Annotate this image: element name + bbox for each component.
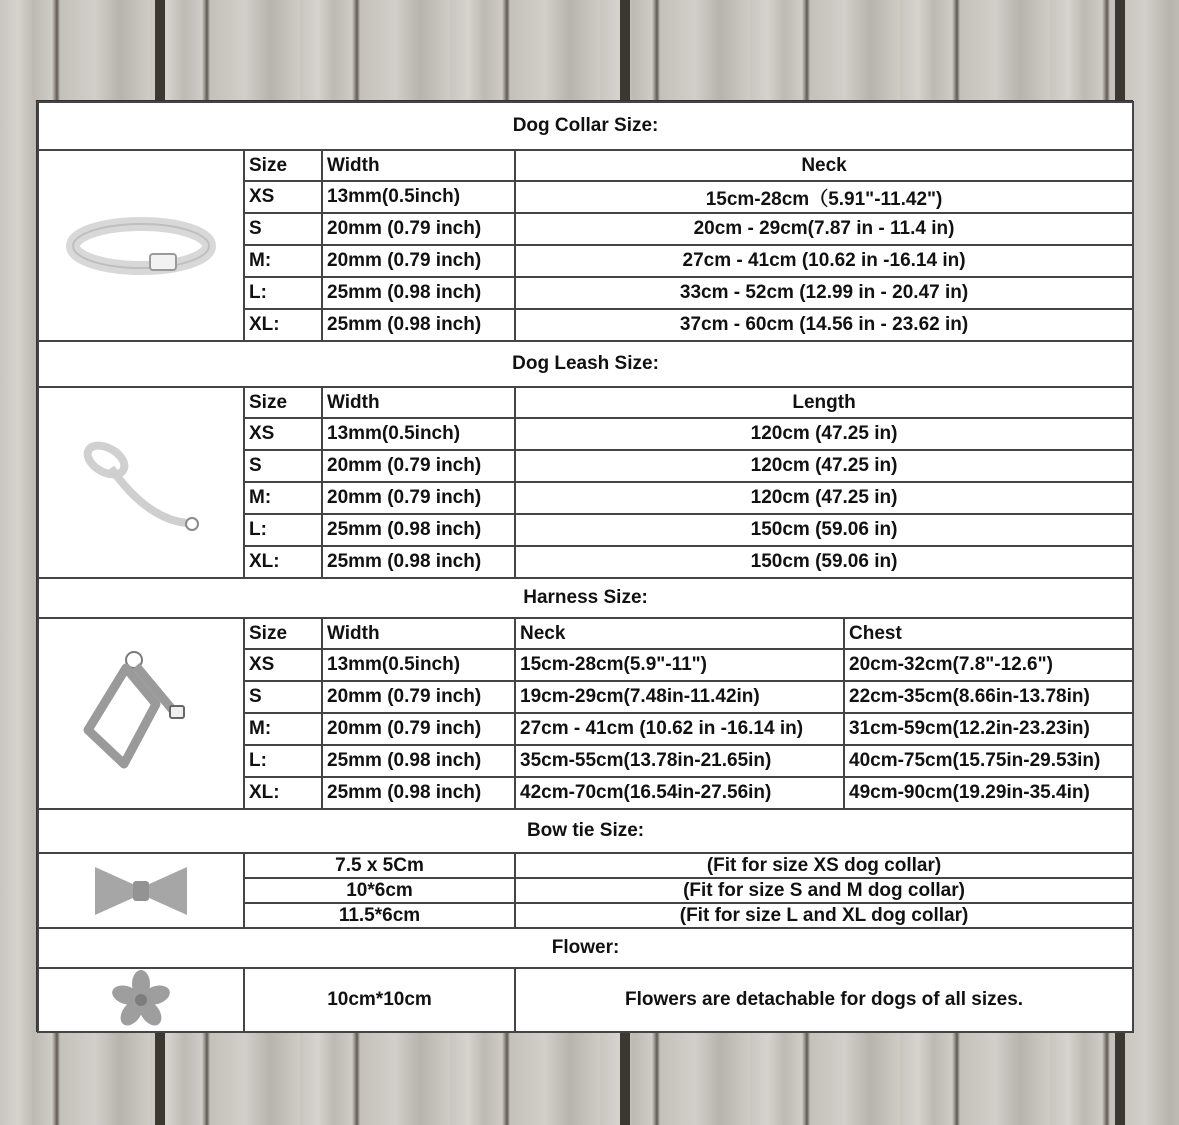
collar-size: M: — [244, 245, 322, 277]
collar-width: 13mm(0.5inch) — [322, 181, 515, 213]
collar-header-neck: Neck — [515, 150, 1133, 181]
leash-size: S — [244, 450, 322, 482]
collar-width: 20mm (0.79 inch) — [322, 213, 515, 245]
collar-width: 25mm (0.98 inch) — [322, 309, 515, 341]
collar-size: XS — [244, 181, 322, 213]
leash-length: 120cm (47.25 in) — [515, 482, 1133, 514]
bowtie-size: 7.5 x 5Cm — [244, 853, 515, 878]
table-row — [38, 968, 1133, 1032]
flower-section-title: Flower: — [38, 928, 1133, 968]
flower-size: 10cm*10cm — [244, 968, 515, 1032]
leash-size: L: — [244, 514, 322, 546]
leash-width: 25mm (0.98 inch) — [322, 514, 515, 546]
harness-size: S — [244, 681, 322, 713]
harness-header-size: Size — [244, 618, 322, 649]
collar-width: 25mm (0.98 inch) — [322, 277, 515, 309]
flower-note: Flowers are detachable for dogs of all sizes. — [515, 968, 1133, 1032]
harness-icon — [66, 644, 216, 784]
harness-width: 13mm(0.5inch) — [322, 649, 515, 681]
harness-width: 25mm (0.98 inch) — [322, 745, 515, 777]
leash-width: 25mm (0.98 inch) — [322, 546, 515, 578]
harness-section-title: Harness Size: — [38, 578, 1133, 618]
bowtie-fit: (Fit for size L and XL dog collar) — [515, 903, 1133, 928]
leash-width: 20mm (0.79 inch) — [322, 482, 515, 514]
harness-chest: 20cm-32cm(7.8"-12.6") — [844, 649, 1133, 681]
collar-neck: 33cm - 52cm (12.99 in - 20.47 in) — [515, 277, 1133, 309]
harness-size: XL: — [244, 777, 322, 809]
bowtie-fit: (Fit for size S and M dog collar) — [515, 878, 1133, 903]
harness-image — [38, 618, 244, 809]
leash-length: 120cm (47.25 in) — [515, 450, 1133, 482]
harness-neck: 15cm-28cm(5.9"-11") — [515, 649, 844, 681]
harness-chest: 31cm-59cm(12.2in-23.23in) — [844, 713, 1133, 745]
leash-length: 120cm (47.25 in) — [515, 418, 1133, 450]
leash-header-length: Length — [515, 387, 1133, 418]
bow-tie-icon — [91, 861, 191, 921]
flower-image — [38, 968, 244, 1032]
leash-size: XS — [244, 418, 322, 450]
bowtie-section-title: Bow tie Size: — [38, 809, 1133, 853]
harness-neck: 42cm-70cm(16.54in-27.56in) — [515, 777, 844, 809]
leash-width: 13mm(0.5inch) — [322, 418, 515, 450]
table-row — [38, 853, 1133, 878]
harness-chest: 22cm-35cm(8.66in-13.78in) — [844, 681, 1133, 713]
leash-section-title: Dog Leash Size: — [38, 341, 1133, 387]
harness-header-width: Width — [322, 618, 515, 649]
harness-header-neck: Neck — [515, 618, 844, 649]
harness-neck: 27cm - 41cm (10.62 in -16.14 in) — [515, 713, 844, 745]
leash-size: XL: — [244, 546, 322, 578]
harness-width: 25mm (0.98 inch) — [322, 777, 515, 809]
leash-size: M: — [244, 482, 322, 514]
bowtie-size: 10*6cm — [244, 878, 515, 903]
collar-neck: 20cm - 29cm(7.87 in - 11.4 in) — [515, 213, 1133, 245]
harness-header-chest: Chest — [844, 618, 1133, 649]
collar-width: 20mm (0.79 inch) — [322, 245, 515, 277]
flower-icon — [101, 970, 181, 1030]
harness-neck: 35cm-55cm(13.78in-21.65in) — [515, 745, 844, 777]
size-chart-sheet — [36, 100, 1133, 1032]
collar-header-width: Width — [322, 150, 515, 181]
harness-size: L: — [244, 745, 322, 777]
collar-neck: 15cm-28cm（5.91"-11.42") — [515, 181, 1133, 213]
leash-image — [38, 387, 244, 578]
bowtie-fit: (Fit for size XS dog collar) — [515, 853, 1133, 878]
bowtie-size: 11.5*6cm — [244, 903, 515, 928]
harness-neck: 19cm-29cm(7.48in-11.42in) — [515, 681, 844, 713]
leash-icon — [66, 428, 216, 538]
harness-chest: 49cm-90cm(19.29in-35.4in) — [844, 777, 1133, 809]
harness-chest: 40cm-75cm(15.75in-29.53in) — [844, 745, 1133, 777]
collar-neck: 37cm - 60cm (14.56 in - 23.62 in) — [515, 309, 1133, 341]
collar-image — [38, 150, 244, 341]
harness-width: 20mm (0.79 inch) — [322, 681, 515, 713]
leash-length: 150cm (59.06 in) — [515, 514, 1133, 546]
harness-size: M: — [244, 713, 322, 745]
collar-size: XL: — [244, 309, 322, 341]
harness-width: 20mm (0.79 inch) — [322, 713, 515, 745]
leash-header-width: Width — [322, 387, 515, 418]
collar-neck: 27cm - 41cm (10.62 in -16.14 in) — [515, 245, 1133, 277]
collar-section-title: Dog Collar Size: — [38, 102, 1133, 150]
collar-size: S — [244, 213, 322, 245]
leash-length: 150cm (59.06 in) — [515, 546, 1133, 578]
collar-size: L: — [244, 277, 322, 309]
harness-size: XS — [244, 649, 322, 681]
size-chart-table — [37, 101, 1134, 1033]
bowtie-image — [38, 853, 244, 928]
leash-header-size: Size — [244, 387, 322, 418]
collar-header-size: Size — [244, 150, 322, 181]
collar-icon — [66, 206, 216, 286]
leash-width: 20mm (0.79 inch) — [322, 450, 515, 482]
